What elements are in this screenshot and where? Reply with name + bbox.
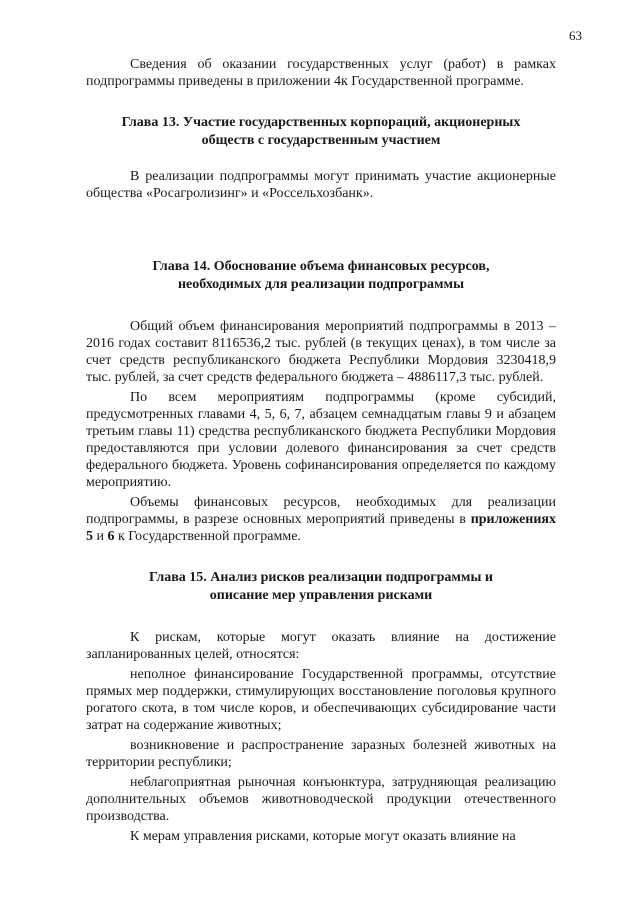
chapter14-paragraph3 <box>86 494 556 545</box>
chapter15-title-line2: описание мер управления рисками <box>209 588 433 603</box>
document-body <box>86 56 556 845</box>
appendix-5-reference: приложениях 5 <box>86 512 556 544</box>
chapter15-heading <box>86 569 556 605</box>
chapter14-heading <box>86 258 556 294</box>
chapter14-paragraph3-and: и <box>93 529 108 544</box>
chapter15-paragraph5: К мерам управления рисками, которые могут оказать влияние на <box>130 829 516 844</box>
chapter13-title-line1: Глава 13. Участие государственных корпораций, акционерных <box>121 115 521 130</box>
chapter14-paragraph1: Общий объем финансирования мероприятий подпрограммы в 2013 – 2016 годах составит 8116536,2 тыс. рублей (в текущих ценах), в том числе за счет средств республиканского бюджета Республики Мордовия 3230418,9 тыс. рублей, за счет средств федерального бюджета – 4886117,3 тыс. рублей. <box>86 319 556 385</box>
chapter13-heading <box>86 114 556 150</box>
chapter15-paragraph4: неблагоприятная рыночная конъюнктура, затрудняющая реализацию дополнительных объемов животноводческой продукции отечественного производства. <box>86 775 556 824</box>
chapter13-title-line2: обществ с государственным участием <box>201 133 441 148</box>
chapter15-paragraph3: возникновение и распространение заразных болезней животных на территории республики; <box>86 738 556 770</box>
chapter14-title-line2: необходимых для реализации подпрограммы <box>177 277 465 292</box>
appendix-6-reference: 6 <box>107 529 115 544</box>
chapter14-paragraph3-end: к Государственной программе. <box>114 529 301 544</box>
chapter14-paragraph2: По всем мероприятиям подпрограммы (кроме субсидий, предусмотренных главами 4, 5, 6, 7, абзацем семнадцатым главы 9 и абзацем третьим главы 11) средства республиканского бюджета Республики Мордовия предоставляются при условии долевого финансирования за счет средств федерального бюджета. Уровень софинансирования определяется по каждому мероприятию. <box>86 390 556 490</box>
chapter14-title-line1: Глава 14. Обоснование объема финансовых ресурсов, <box>152 259 490 274</box>
chapter15-title-line1: Глава 15. Анализ рисков реализации подпрограммы и <box>149 570 493 585</box>
page-number: 63 <box>569 28 582 43</box>
chapter15-paragraph2: неполное финансирование Государственной программы, отсутствие прямых мер поддержки, стимулирующих восстановление поголовья крупного рогатого скота, в том числе коров, и обеспечивающих субсидирование части затрат на содержание животных; <box>86 667 556 733</box>
intro-paragraph: Сведения об оказании государственных услуг (работ) в рамках подпрограммы приведены в приложении 4к Государственной программе. <box>86 57 556 89</box>
chapter13-paragraph: В реализации подпрограммы могут принимать участие акционерные общества «Росагролизинг» и «Россельхозбанк». <box>86 169 556 201</box>
chapter15-paragraph1: К рискам, которые могут оказать влияние на достижение запланированных целей, относятся: <box>86 630 556 662</box>
chapter14-paragraph3-start: Объемы финансовых ресурсов, необходимых для реализации подпрограммы, в разрезе основных мероприятий приведены в <box>86 495 556 527</box>
